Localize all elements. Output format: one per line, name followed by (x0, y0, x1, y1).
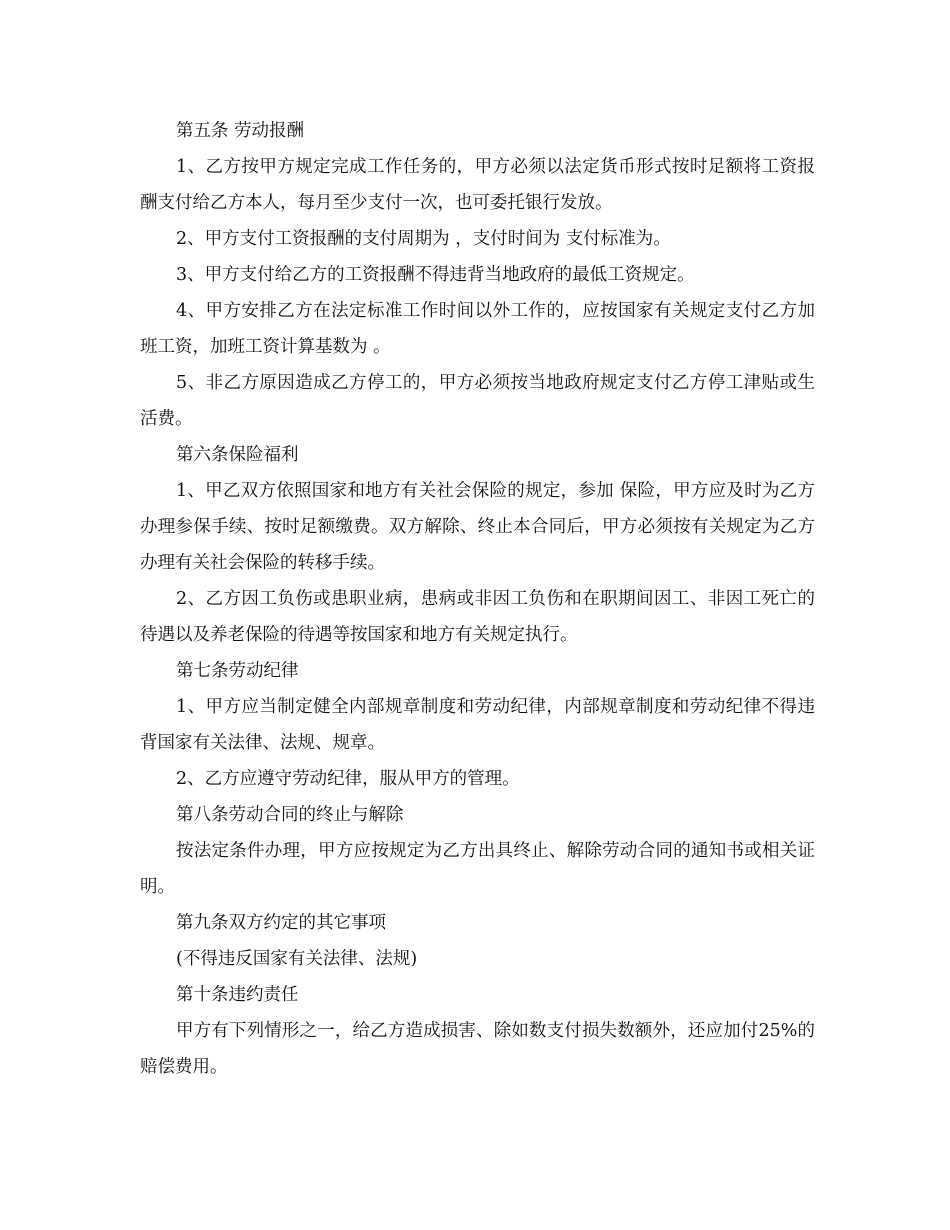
document-body (140, 113, 815, 1085)
article-6-clause-1: 1、甲乙双方依照国家和地方有关社会保险的规定，参加 保险，甲方应及时为乙方办理参保手续、按时足额缴费。双方解除、终止本合同后，甲方必须按有关规定为乙方办理有关社会保险的转移手续。 (140, 481, 815, 573)
article-9-heading: 第九条双方约定的其它事项 (176, 913, 386, 933)
article-7-clause-1: 1、甲方应当制定健全内部规章制度和劳动纪律，内部规章制度和劳动纪律不得违背国家有关法律、法规、规章。 (140, 697, 815, 753)
article-5-clause-2: 2、甲方支付工资报酬的支付周期为 ，支付时间为 支付标准为。 (176, 229, 671, 249)
article-10-heading: 第十条违约责任 (176, 985, 299, 1005)
article-7-clause-2: 2、乙方应遵守劳动纪律，服从甲方的管理。 (176, 769, 520, 789)
article-8-heading: 第八条劳动合同的终止与解除 (176, 805, 404, 825)
article-5-clause-4: 4、甲方安排乙方在法定标准工作时间以外工作的，应按国家有关规定支付乙方加班工资，加班工资计算基数为 。 (140, 301, 815, 357)
article-5-clause-1: 1、乙方按甲方规定完成工作任务的，甲方必须以法定货币形式按时足额将工资报酬支付给乙方本人，每月至少支付一次，也可委托银行发放。 (140, 157, 815, 213)
article-6-clause-2: 2、乙方因工负伤或患职业病，患病或非因工负伤和在职期间因工、非因工死亡的待遇以及养老保险的待遇等按国家和地方有关规定执行。 (140, 589, 815, 645)
article-5-heading: 第五条 劳动报酬 (176, 121, 305, 141)
article-5-clause-5: 5、非乙方原因造成乙方停工的，甲方必须按当地政府规定支付乙方停工津贴或生活费。 (140, 373, 815, 429)
article-8-body: 按法定条件办理，甲方应按规定为乙方出具终止、解除劳动合同的通知书或相关证明。 (140, 841, 815, 897)
article-5-clause-3: 3、甲方支付给乙方的工资报酬不得违背当地政府的最低工资规定。 (176, 265, 695, 285)
article-10-body: 甲方有下列情形之一，给乙方造成损害、除如数支付损失数额外，还应加付25%的赔偿费用。 (140, 1021, 815, 1077)
article-7-heading: 第七条劳动纪律 (176, 661, 299, 681)
article-9-body: (不得违反国家有关法律、法规) (176, 949, 418, 969)
article-6-heading: 第六条保险福利 (176, 445, 299, 465)
